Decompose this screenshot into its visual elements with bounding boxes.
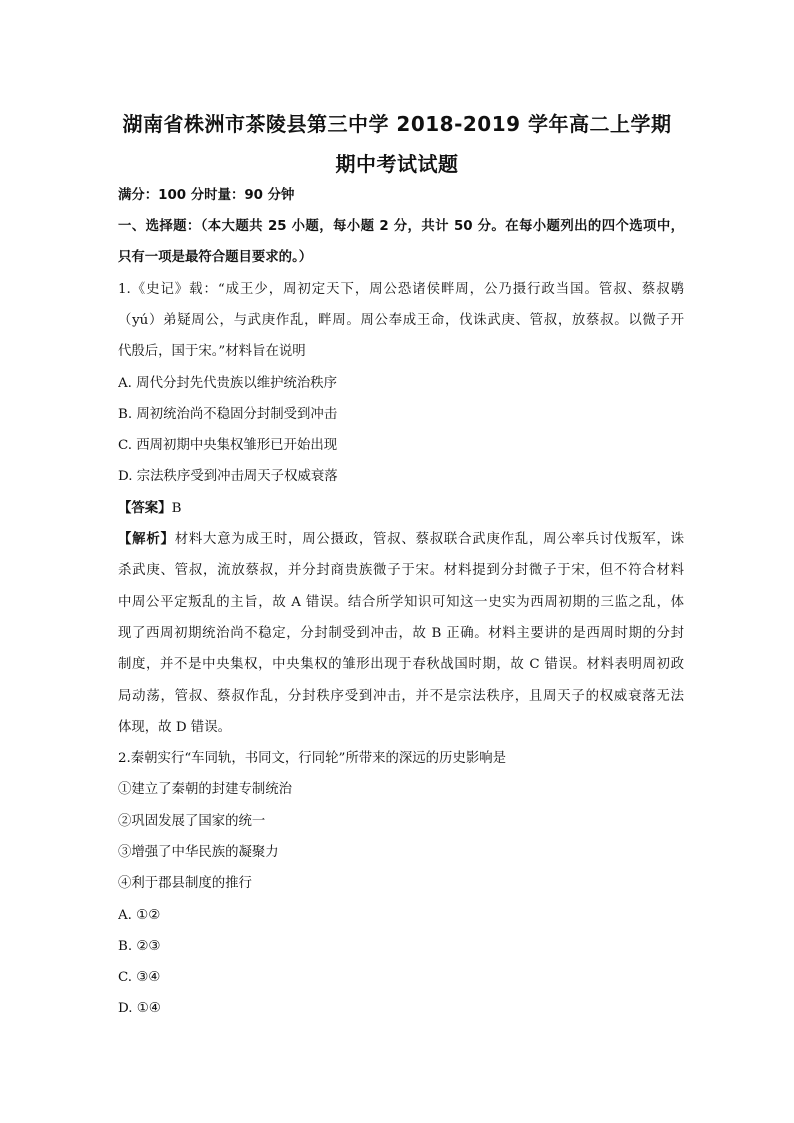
exam-info: 满分：100 分时量：90 分钟 <box>118 188 295 203</box>
page-title-line-2: 期中考试试题 <box>335 152 459 176</box>
question-1-analysis-line-6: 局动荡，管叔、蔡叔作乱，分封秩序受到冲击，并不是宗法秩序，且周天子的权威衰落无法 <box>118 689 684 704</box>
question-1-stem-line-1: 1.《史记》载：“成王少，周初定天下，周公恐诸侯畔周，公乃摄行政当国。管叔、蔡叔鹖 <box>118 282 684 297</box>
question-2-option-c: C. ③④ <box>118 970 161 985</box>
question-2-stem: 2.秦朝实行“车同轨，书同文，行同轮”所带来的深远的历史影响是 <box>118 751 507 766</box>
question-1-stem-line-3: 代殷后，国于宋。”材料旨在说明 <box>118 344 306 359</box>
question-1-analysis-line-1 <box>118 530 684 550</box>
question-1-analysis-line-2: 杀武庚、管叔，流放蔡叔，并分封商贵族微子于宋。材料提到分封微子于宋，但不符合材料 <box>118 563 684 578</box>
answer-value: B <box>171 501 182 516</box>
question-1-option-b: B. 周初统治尚不稳固分封制受到冲击 <box>118 407 338 422</box>
answer-tag: 【答案】 <box>118 501 172 516</box>
section-heading-line-1: 一、选择题：（本大题共 25 小题，每小题 2 分，共计 50 分。在每小题列出的四个选项中， <box>118 219 684 234</box>
question-2-option-d: D. ①④ <box>118 1001 161 1016</box>
analysis-tag: 【解析】 <box>118 532 175 547</box>
question-1-option-d: D. 宗法秩序受到冲击周天子权威衰落 <box>118 469 338 484</box>
question-1-answer <box>118 499 684 519</box>
question-1-analysis-line-5: 制度，并不是中央集权，中央集权的雏形出现于春秋战国时期，故 C 错误。材料表明周初政 <box>118 657 684 672</box>
analysis-text: 材料大意为成王时，周公摄政，管叔、蔡叔联合武庚作乱，周公率兵讨伐叛军，诛 <box>174 532 684 547</box>
question-1-analysis-line-7: 体现，故 D 错误。 <box>118 720 231 735</box>
question-1-stem-line-2: （yú）弟疑周公，与武庚作乱，畔周。周公奉成王命，伐诛武庚、管叔，放蔡叔。以微子开 <box>118 313 684 328</box>
question-2-statement-2: ②巩固发展了国家的统一 <box>118 814 266 829</box>
question-2-statement-3: ③增强了中华民族的凝聚力 <box>118 845 279 860</box>
question-1-analysis-line-4: 现了西周初期统治尚不稳定，分封制受到冲击，故 B 正确。材料主要讲的是西周时期的分封 <box>118 626 684 641</box>
question-2-statement-1: ①建立了秦朝的封建专制统治 <box>118 782 293 797</box>
page-title-line-1: 湖南省株洲市茶陵县第三中学 2018-2019 学年高二上学期 <box>122 112 672 136</box>
question-1-option-c: C. 西周初期中央集权雏形已开始出现 <box>118 438 338 453</box>
question-2-option-a: A. ①② <box>118 908 161 923</box>
question-2-option-b: B. ②③ <box>118 939 161 954</box>
question-1-option-a: A. 周代分封先代贵族以维护统治秩序 <box>118 376 338 391</box>
question-2-statement-4: ④利于郡县制度的推行 <box>118 876 252 891</box>
section-heading-line-2: 只有一项是最符合题目要求的。） <box>118 250 313 265</box>
question-1-analysis-line-3: 中周公平定叛乱的主旨，故 A 错误。结合所学知识可知这一史实为西周初期的三监之乱，体 <box>118 595 684 610</box>
